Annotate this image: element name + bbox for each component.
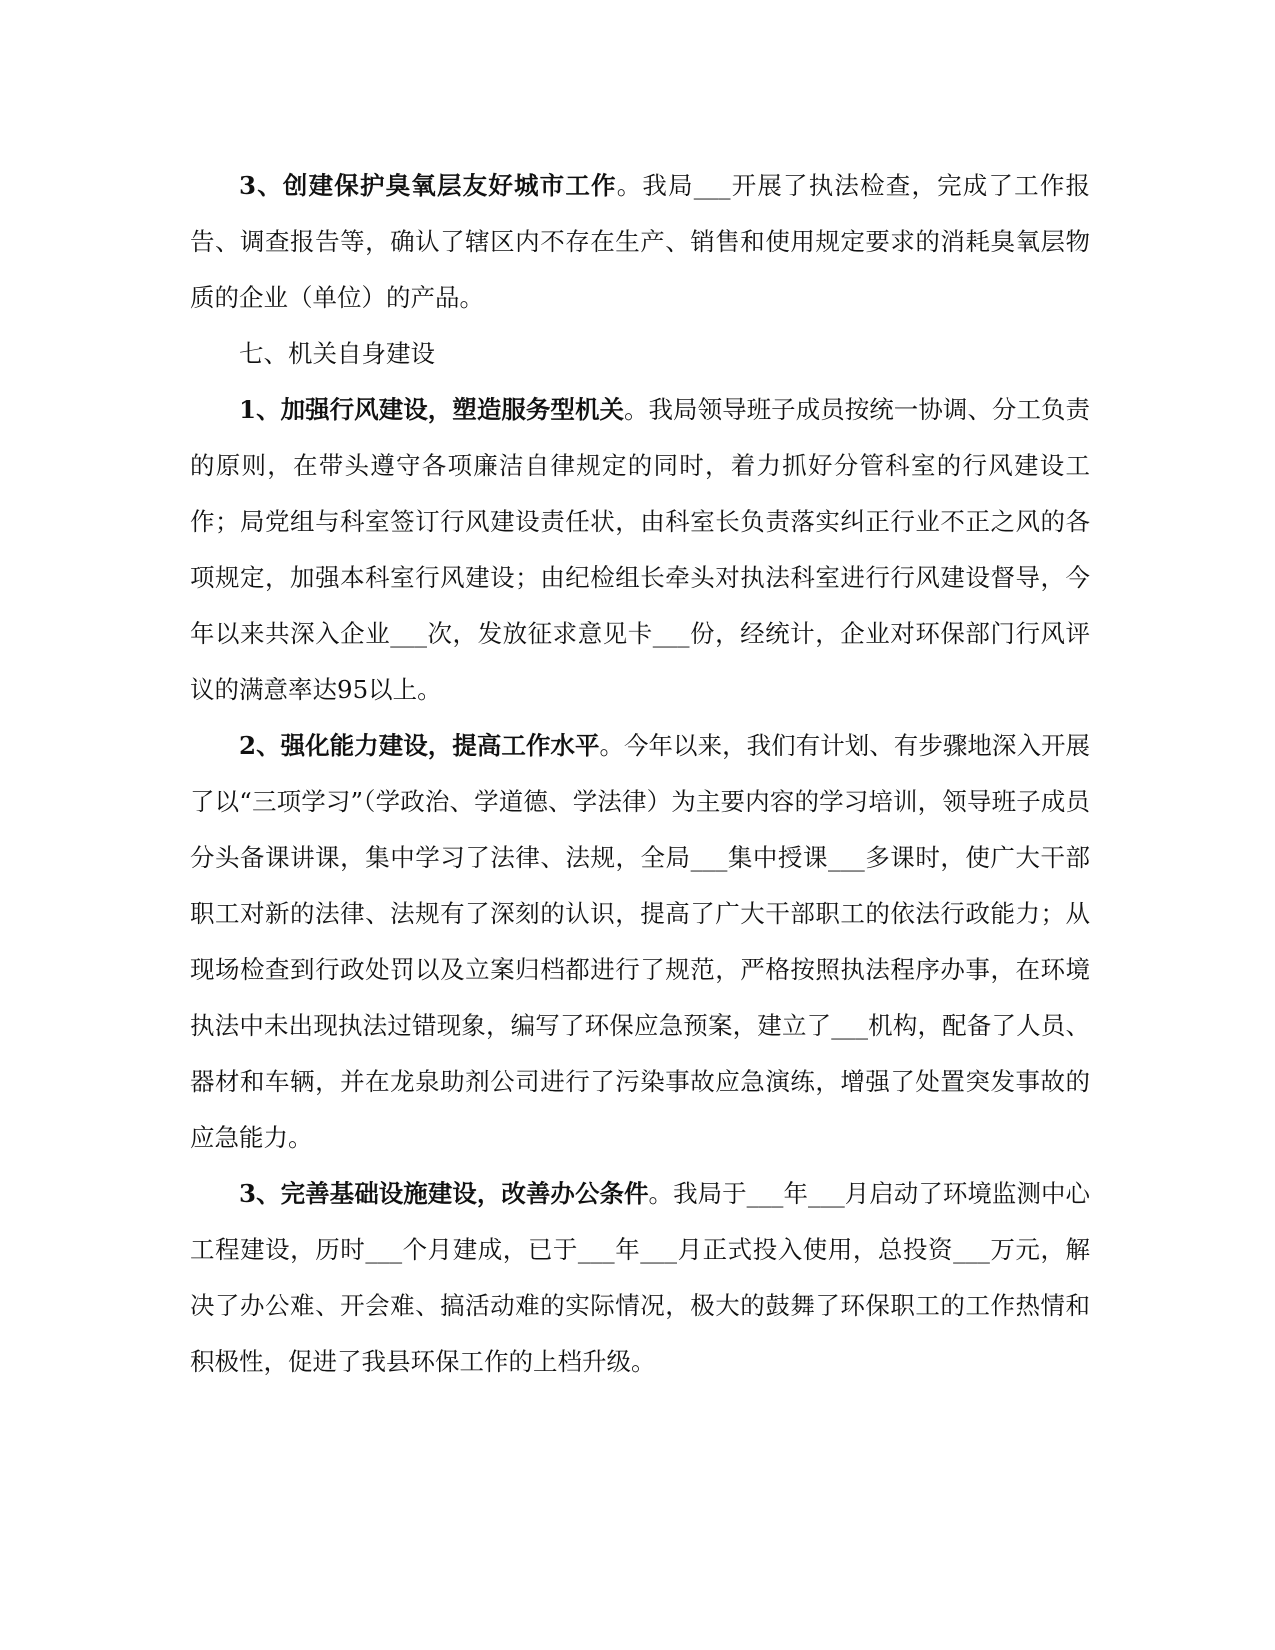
section-heading-text: 七、机关自身建设 [239,339,435,368]
paragraph-capacity-building [190,718,1090,1166]
paragraph-lead: 3、完善基础设施建设，改善办公条件 [239,1179,649,1208]
section-heading [190,326,1090,382]
paragraph-ozone-city [190,158,1090,326]
paragraph-text: 。我局领导班子成员按统一协调、分工负责的原则，在带头遵守各项廉洁自律规定的同时，着力抓好分管科室的行风建设工作；局党组与科室签订行风建设责任状，由科室长负责落实纠正行业不正之风的各项规定，加强本科室行风建设；由纪检组长牵头对执法科室进行行风建设督导，今年以来共深入企业___次，发放征求意见卡___份，经统计，企业对环保部门行风评议的满意率达95以上。 [190,395,1091,704]
paragraph-lead: 2、强化能力建设，提高工作水平 [239,731,600,760]
paragraph-infrastructure [190,1166,1090,1390]
paragraph-style-building [190,382,1090,718]
document-body [190,158,1090,1390]
paragraph-text: 。我局___开展了执法检查，完成了工作报告、调查报告等，确认了辖区内不存在生产、销售和使用规定要求的消耗臭氧层物质的企业（单位）的产品。 [190,171,1091,312]
paragraph-lead: 1、加强行风建设，塑造服务型机关 [239,395,624,424]
paragraph-text: 。我局于___年___月启动了环境监测中心工程建设，历时___个月建成，已于___年___月正式投入使用，总投资___万元，解决了办公难、开会难、搞活动难的实际情况，极大的鼓舞了环保职工的工作热情和积极性，促进了我县环保工作的上档升级。 [190,1179,1091,1376]
paragraph-text: 。今年以来，我们有计划、有步骤地深入开展了以“三项学习”（学政治、学道德、学法律）为主要内容的学习培训，领导班子成员分头备课讲课，集中学习了法律、法规，全局___集中授课___多课时，使广大干部职工对新的法律、法规有了深刻的认识，提高了广大干部职工的依法行政能力；从现场检查到行政处罚以及立案归档都进行了规范，严格按照执法程序办事，在环境执法中未出现执法过错现象，编写了环保应急预案，建立了___机构，配备了人员、器材和车辆，并在龙泉助剂公司进行了污染事故应急演练，增强了处置突发事故的应急能力。 [190,731,1090,1152]
paragraph-lead: 3、创建保护臭氧层友好城市工作 [239,171,617,200]
